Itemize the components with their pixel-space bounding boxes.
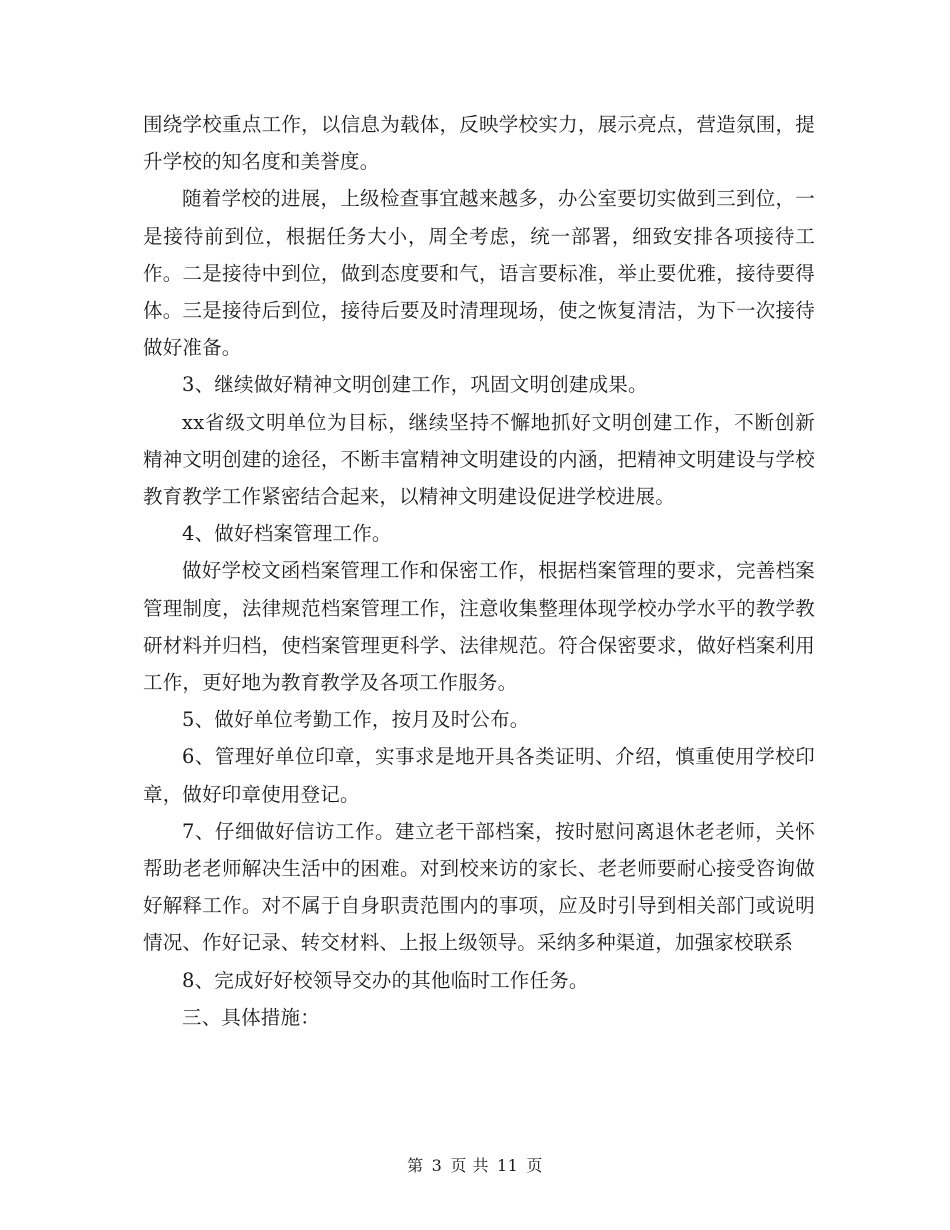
paragraph-9: 7、仔细做好信访工作。建立老干部档案，按时慰问离退休老老师，关怀帮助老老师解决生活中的困难。对到校来访的家长、老老师要耐心接受咨询做好解释工作。对不属于自身职责范围内的事项，应及时引导到相关部门或说明情况、作好记录、转交材料、上报上级领导。采纳多种渠道，加强家校联系	[143, 819, 815, 955]
paragraph-5: 4、做好档案管理工作。	[182, 522, 392, 546]
paragraph-1: 围绕学校重点工作，以信息为载体，反映学校实力，展示亮点，营造氛围，提升学校的知名度和美誉度。	[143, 113, 815, 174]
paragraph-11: 三、具体措施：	[182, 1005, 320, 1029]
footer-prefix: 第	[407, 1156, 424, 1175]
paragraph-7: 5、做好单位考勤工作，按月及时公布。	[182, 708, 530, 732]
paragraph-6: 做好学校文函档案管理工作和保密工作，根据档案管理的要求，完善档案管理制度，法律规范档案管理工作，注意收集整理体现学校办学水平的教学教研材料并归档，使档案管理更科学、法律规范。符合保密要求，做好档案利用工作，更好地为教育教学及各项工作服务。	[143, 559, 815, 695]
paragraph-3: 3、继续做好精神文明创建工作，巩固文明创建成果。	[182, 373, 648, 397]
paragraph-10: 8、完成好好校领导交办的其他临时工作任务。	[182, 968, 589, 992]
paragraph-4: xx省级文明单位为目标，继续坚持不懈地抓好文明创建工作，不断创新精神文明创建的途径，不断丰富精神文明建设的内涵，把精神文明建设与学校教育教学工作紧密结合起来，以精神文明建设促进学校进展。	[143, 410, 815, 509]
paragraph-8: 6、管理好单位印章，实事求是地开具各类证明、介绍，慎重使用学校印章，做好印章使用登记。	[143, 745, 815, 806]
footer-suffix: 页	[526, 1156, 543, 1175]
document-body	[143, 106, 815, 1036]
footer-middle: 页 共	[450, 1156, 489, 1175]
page-footer	[0, 1154, 950, 1178]
paragraph-2: 随着学校的进展，上级检查事宜越来越多，办公室要切实做到三到位，一是接待前到位，根据任务大小，周全考虑，统一部署，细致安排各项接待工作。二是接待中到位，做到态度要和气，语言要标准，举止要优雅，接待要得体。三是接待后到位，接待后要及时清理现场，使之恢复清洁，为下一次接待做好准备。	[143, 187, 815, 360]
footer-current-page: 3	[431, 1156, 443, 1175]
footer-total-pages: 11	[496, 1156, 519, 1175]
